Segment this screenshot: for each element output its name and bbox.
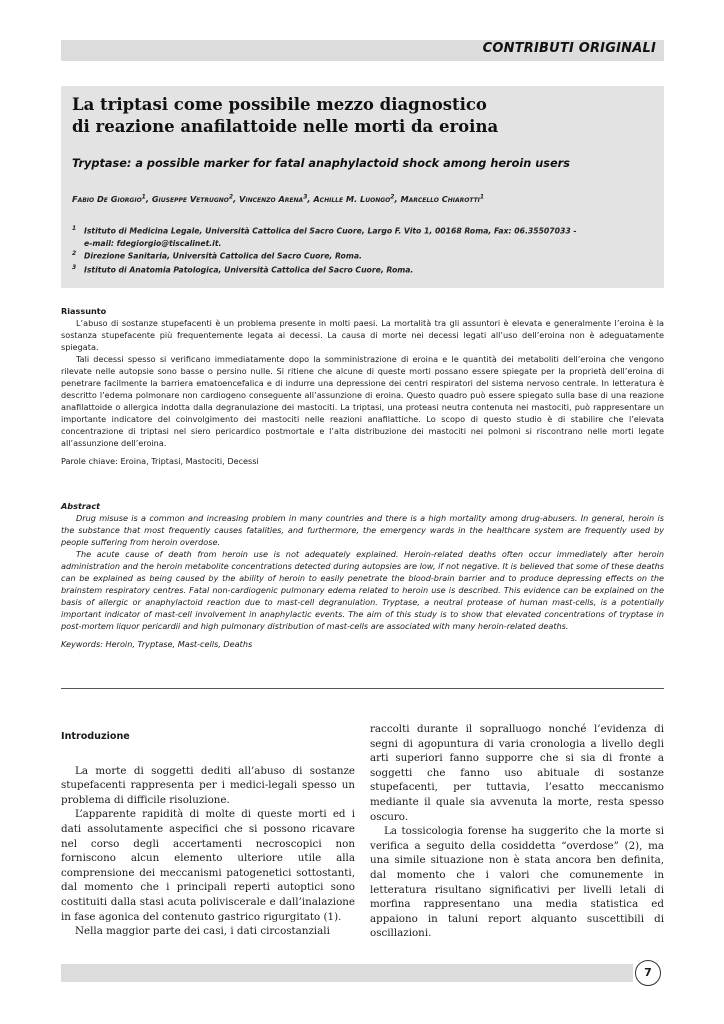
italian-title-line-1: La triptasi come possibile mezzo diagnostico xyxy=(72,95,487,114)
italian-title-line-2: di reazione anafilattoide nelle morti da eroina xyxy=(72,117,499,136)
author: Achille M. Luongo$^2$, xyxy=(313,193,401,204)
abstract-paragraph: The acute cause of death from heroin use is not adequately explained. Heroin-related deaths often occur immediately after heroin administration and the heroin metabolite concentrations detected during autopsies are low, if not negative. It is believed that some of these deaths can be explained as being caused by the ability of heroin to easily penetrate the blood-brain barrier and to produce depressing effects on the brainstem respiratory centres. Fatal non-cardiogenic pulmonary edema related to heroin use is described. This evidence can be explained on the basis of allergic or anaphylactoid reaction due to mast-cell degranulation. Tryptase, a neutral protease of human mast-cells, is a potentially important indicator of mast-cell involvement in anaphylactic events. The aim of this study is to show that elevated concentrations of tryptase in post-mortem liquor pericardii and high pulmonary distribution of mast-cells are associated with many heroin-related deaths. xyxy=(61,549,664,631)
abstract-paragraph: Drug misuse is a common and increasing problem in many countries and there is a high mortality among drug-abusers. In general, heroin is the substance that most frequently causes fatalities, and furthermore, the emergency wards in the healthcare system are frequently used by people suffering from heroin overdose. xyxy=(61,513,664,547)
body-paragraph: raccolti durante il sopralluogo nonché l’evidenza di segni di agopuntura di varia cronologia a livello degli arti superiori fanno supporre che si sia di fronte a soggetti che fanno uso abituale di sostanze stupefacenti, per tuttavia, l’esatto meccanismo mediante il quale sia avvenuta la morte, resta spesso oscuro. xyxy=(370,723,664,823)
abstract-heading: Abstract xyxy=(61,501,101,511)
english-title: Tryptase: a possible marker for fatal anaphylactoid shock among heroin users xyxy=(72,157,570,170)
italian-title xyxy=(72,94,498,138)
author: Marcello Chiarotti$^1$ xyxy=(400,193,485,204)
affiliation-2: $^2$ Direzione Sanitaria, Università Cattolica del Sacro Cuore, Roma. xyxy=(72,250,362,261)
affiliation-1: $^1$ Istituto di Medicina Legale, Università Cattolica del Sacro Cuore, Largo F. Vito 1, 00168 Roma, Fax: 06.35507033 - e-mail: fdegiorgio@tiscalinet.it. xyxy=(72,225,577,248)
author: Vincenzo Arena$^3$, xyxy=(239,193,314,204)
body-paragraph: Nella maggior parte dei casi, i dati circostanziali xyxy=(75,925,330,938)
riassunto-paragraph: L’abuso di sostanze stupefacenti è un problema presente in molti paesi. La mortalità tra gli assuntori è elevata e generalmente l’eroina è la sostanza stupefacente più frequentemente legata ai decessi. La causa di morte nei decessi legati all’uso dell’eroina non è adeguatamente spiegata. xyxy=(61,318,664,352)
section-divider xyxy=(61,688,664,689)
riassunto-heading: Riassunto xyxy=(61,306,107,316)
affiliation-3: $^3$ Istituto di Anatomia Patologica, Università Cattolica del Sacro Cuore, Roma. xyxy=(72,264,414,275)
body-column-left xyxy=(61,720,355,939)
abstract-section xyxy=(61,500,664,650)
author: Fabio De Giorgio$^1$, xyxy=(72,193,152,204)
body-column-right xyxy=(370,722,664,941)
footer-bar xyxy=(61,964,633,982)
author: Giuseppe Vetrugno$^2$, xyxy=(151,193,240,204)
section-label: CONTRIBUTI ORIGINALI xyxy=(482,41,656,56)
body-paragraph: L’apparente rapidità di molte di queste morti ed i dati assolutamente aspecifici che si possono ricavare nel corso degli accertamenti necroscopici non forniscono alcun elemento ulteriore utile alla comprensione dei meccanismi patogenetici sottostanti, dal momento che i principali reperti autoptici sono costituiti dalla stasi acuta poliviscerale e dall’inalazione in fase agonica del contenuto gastrico rigurgitato (1). xyxy=(61,808,355,923)
section-header-bar xyxy=(61,40,664,61)
body-paragraph: La morte di soggetti dediti all’abuso di sostanze stupefacenti rappresenta per i medici-legali spesso un problema di difficile risoluzione. xyxy=(61,764,355,806)
riassunto-keywords: Parole chiave: Eroina, Triptasi, Mastociti, Decessi xyxy=(61,456,259,466)
title-box xyxy=(61,86,664,288)
riassunto-section xyxy=(61,305,664,467)
riassunto-paragraph: Tali decessi spesso si verificano immediatamente dopo la somministrazione di eroina e le quantità dei metaboliti dell’eroina che vengono rilevate nelle autopsie sono basse o persino nulle. Si ritiene che alcune di queste morti possano essere spiegate per la proprietà dell’eroina di penetrare facilmente la barriera ematoencefalica e di indurre una depressione dei centri respiratori del sistema nervoso centrale. In letteratura è descritto l’edema polmonare non cardiogeno conseguente all’assunzione di eroina. Questo quadro può essere spiegato sulla base di una reazione anafilattoide o allergica indotta dalla degranulazione dei mastociti. La triptasi, una proteasi neutra contenuta nei mastociti, può rappresentare un importante indicatore del coinvolgimento dei mastociti nelle reazioni anafilattiche. Lo scopo di questo studio è di stabilire che l’elevata concentrazione di triptasi nel siero pericardico postmortale e l’alta distribuzione dei mastociti nei polmoni si riscontrano nelle morti legate all’assunzione dell’eroina. xyxy=(61,354,664,448)
page-number: 7 xyxy=(635,960,661,986)
author-list xyxy=(72,193,484,204)
abstract-keywords: Keywords: Heroin, Tryptase, Mast-cells, Deaths xyxy=(61,639,253,649)
introduction-heading: Introduzione xyxy=(61,731,130,742)
body-paragraph: La tossicologia forense ha suggerito che la morte si verifica a seguito della cosiddetta “overdose” (2), ma una simile situazione non è stata ancora ben definita, dal momento che i valori che comunemente in letteratura risultano significativi per livelli letali di morfina rappresentano una media statistica ed appaiono in taluni report alquanto suscettibili di oscillazioni. xyxy=(370,825,664,940)
